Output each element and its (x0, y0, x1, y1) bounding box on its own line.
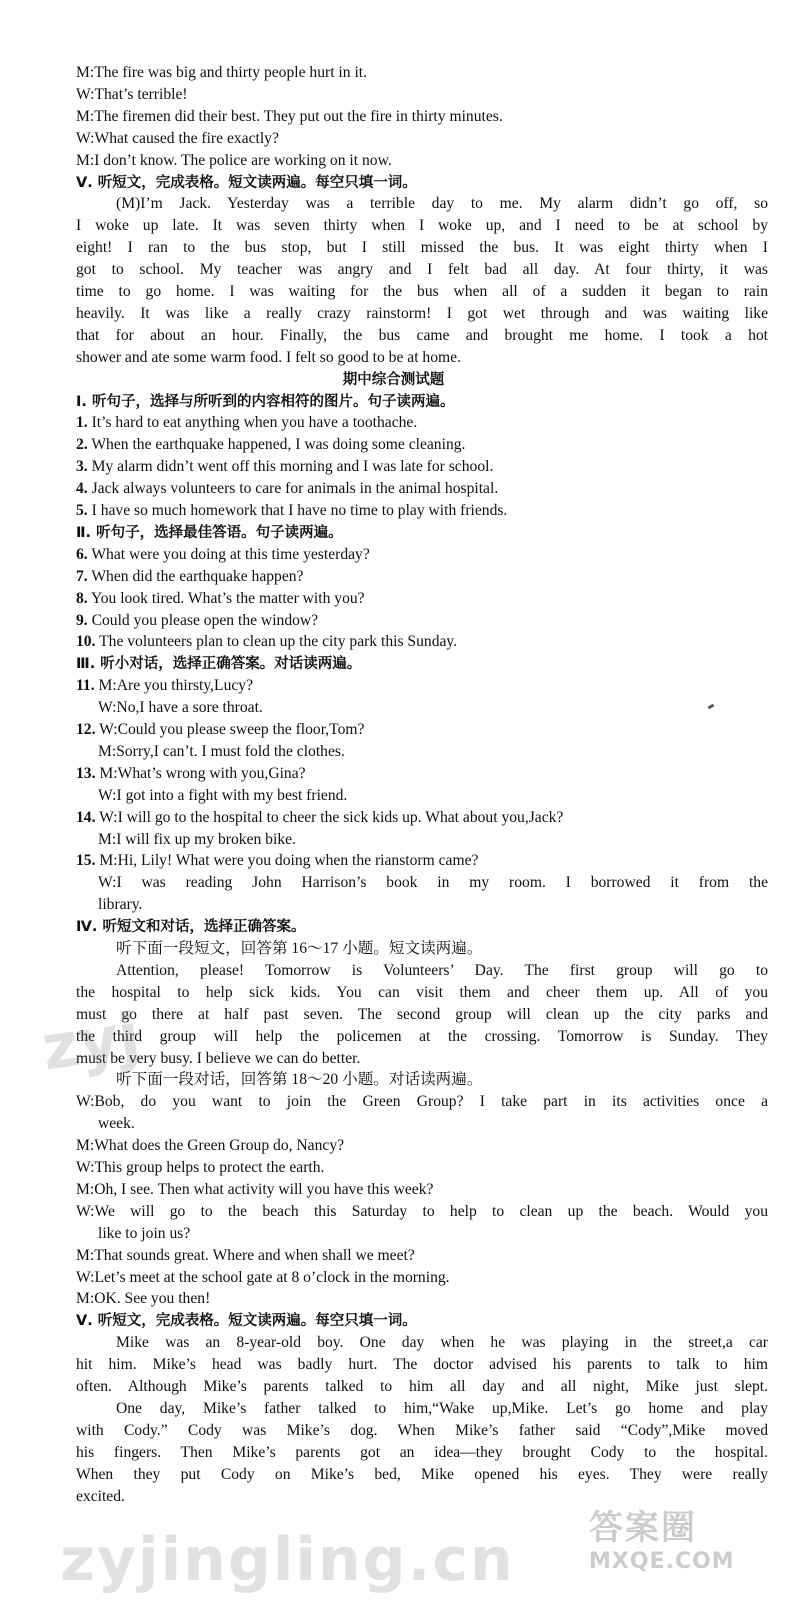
question-line (76, 719, 768, 741)
line-text: Jack always volunteers to care for animals in the animal hospital. (87, 480, 499, 498)
question-line (76, 456, 768, 478)
question-number: 14. (76, 808, 96, 826)
question-line (76, 588, 768, 610)
line-text: M:What does the Green Group do, Nancy? (76, 1137, 345, 1155)
watermark-logo (589, 1500, 769, 1580)
text-line (98, 741, 768, 763)
watermark-logo-url: MXQE.COM (589, 1549, 735, 1574)
line-text: What were you doing at this time yesterday? (87, 545, 370, 563)
text-line (116, 1069, 768, 1091)
section-heading (76, 916, 768, 938)
text-line (76, 1157, 768, 1179)
line-text: W:That’s terrible! (76, 85, 188, 103)
line-text: W:No,I have a sore throat. (98, 699, 263, 717)
line-text: 听下面一段短文，回答第 16～17 小题。短文读两遍。 (116, 940, 483, 957)
question-number: 4. (76, 480, 88, 498)
text-line (116, 938, 768, 960)
question-number: 13. (76, 764, 96, 782)
line-text: W:Could you please sweep the floor,Tom? (95, 721, 365, 738)
line-text: M:OK. See you then! (76, 1290, 211, 1308)
question-line (76, 478, 768, 500)
question-number: 11. (76, 677, 95, 695)
line-text: You look tired. What’s the matter with you? (87, 589, 365, 607)
line-text: the hospital to help sick kids. You can visit them and cheer them up. All of you (76, 983, 768, 1001)
line-text: W:I was reading John Harrison’s book in my room. I borrowed it from the (98, 874, 768, 892)
text-line (76, 1288, 768, 1310)
line-text: 期中综合测试题 (342, 371, 445, 388)
text-line (76, 237, 768, 259)
line-text: W:I got into a fight with my best friend. (98, 786, 348, 804)
section-title (0, 369, 787, 391)
question-line (76, 807, 768, 829)
watermark-logo-text: 答案圈 (589, 1508, 697, 1548)
line-text: I woke up late. It was seven thirty when I woke up, and I need to be at school by (76, 217, 768, 235)
text-line (76, 1048, 768, 1070)
line-text: When they put Cody on Mike’s bed, Mike opened his eyes. They were really (76, 1465, 768, 1483)
line-text: eight! I ran to the bus stop, but I still missed the bus. It was eight thirty when I (76, 239, 768, 257)
line-text: M:That sounds great. Where and when shall we meet? (76, 1246, 415, 1264)
text-line (116, 193, 768, 215)
question-number: 12. (76, 721, 96, 738)
text-line (76, 106, 768, 128)
text-line (76, 1354, 768, 1376)
text-line (76, 1267, 768, 1289)
line-text: M:I will fix up my broken bike. (98, 830, 296, 848)
line-text: like to join us? (98, 1224, 191, 1242)
question-number: 10. (76, 633, 96, 651)
line-text: Ⅴ. 听短文，完成表格。短文读两遍。每空只填一词。 (76, 1313, 417, 1330)
section-heading (76, 522, 768, 544)
line-text: Mike was an 8-year-old boy. One day when he was playing in the street,a car (116, 1334, 768, 1352)
line-text: Attention, please! Tomorrow is Volunteers’ Day. The first group will go to (116, 961, 768, 979)
watermark-mid: zyj (37, 998, 145, 1085)
question-line (76, 631, 768, 653)
line-text: Ⅴ. 听短文，完成表格。短文读两遍。每空只填一词。 (76, 174, 417, 191)
line-text: Could you please open the window? (87, 611, 319, 629)
line-text: hit him. Mike’s head was badly hurt. The doctor advised his parents to talk to him (76, 1356, 768, 1374)
line-text: must go there at half past seven. The second group will clean up the city parks and (76, 1005, 768, 1023)
line-text: M:Oh, I see. Then what activity will you have this week? (76, 1180, 434, 1198)
line-text: M:Sorry,I can’t. I must fold the clothes. (98, 742, 345, 760)
text-line (76, 1091, 768, 1113)
text-line (98, 829, 768, 851)
text-line (76, 982, 768, 1004)
text-line (116, 1398, 768, 1420)
line-text: Ⅰ. 听句子，选择与所听到的内容相符的图片。句子读两遍。 (76, 393, 455, 410)
text-line (76, 62, 768, 84)
line-text: library. (98, 896, 143, 914)
line-text: time to go home. I was waiting for the bus when all of a sudden it began to rain (76, 283, 768, 300)
line-text: W:We will go to the beach this Saturday to help to clean up the beach. Would you (76, 1202, 768, 1220)
line-text: 听下面一段对话，回答第 18～20 小题。对话读两遍。 (116, 1071, 483, 1089)
text-line (98, 785, 768, 807)
line-text: M:The firemen did their best. They put out the fire in thirty minutes. (76, 107, 503, 125)
text-line (76, 84, 768, 106)
question-number: 6. (76, 545, 88, 563)
question-number: 8. (76, 589, 88, 607)
text-line (76, 128, 768, 150)
question-number: 7. (76, 567, 88, 585)
line-text: got to school. My teacher was angry and I felt bad all day. At four thirty, it was (76, 261, 768, 279)
line-text: Ⅱ. 听句子，选择最佳答语。句子读两遍。 (76, 524, 343, 541)
text-line (98, 1113, 768, 1135)
line-text: My alarm didn’t went off this morning and I was late for school. (87, 458, 494, 476)
line-text: week. (98, 1115, 135, 1133)
text-line (76, 1201, 768, 1223)
section-heading (76, 391, 768, 413)
line-text: his fingers. Then Mike’s parents got an idea—they brought Cody to the hospital. (76, 1443, 768, 1461)
line-text: M:Hi, Lily! What were you doing when the rianstorm came? (95, 852, 479, 870)
line-text: M:The fire was big and thirty people hurt in it. (76, 64, 368, 81)
question-line (76, 566, 768, 588)
question-number: 1. (76, 414, 88, 432)
text-line (76, 1442, 768, 1464)
line-text: M:I don’t know. The police are working on it now. (76, 151, 392, 169)
text-line (98, 697, 768, 719)
line-text: W:I will go to the hospital to cheer the sick kids up. What about you,Jack? (95, 808, 564, 826)
question-line (76, 610, 768, 632)
line-text: Ⅲ. 听小对话，选择正确答案。对话读两遍。 (76, 656, 362, 673)
text-line (76, 215, 768, 237)
section-heading (76, 1310, 768, 1332)
question-number: 3. (76, 458, 88, 476)
question-number: 9. (76, 611, 88, 629)
line-text: It’s hard to eat anything when you have a toothache. (87, 414, 418, 432)
line-text: When the earthquake happened, I was doing some cleaning. (87, 436, 466, 454)
line-text: with Cody.” Cody was Mike’s dog. When Mike’s father said “Cody”,Mike moved (76, 1421, 768, 1439)
line-text: I have so much homework that I have no time to play with friends. (87, 502, 508, 519)
line-text: must be very busy. I believe we can do better. (76, 1049, 361, 1067)
line-text: the third group will help the policemen at the crossing. Tomorrow is Sunday. They (76, 1027, 768, 1045)
text-line (76, 347, 768, 369)
watermark-bottom: zyjingling.cn (60, 1525, 515, 1595)
text-line (116, 960, 768, 982)
line-text: The volunteers plan to clean up the city park this Sunday. (95, 633, 458, 651)
line-text: W:This group helps to protect the earth. (76, 1159, 325, 1176)
section-heading (76, 653, 768, 675)
question-line (76, 544, 768, 566)
question-line (76, 763, 768, 785)
line-text: that for about an hour. Finally, the bus came and brought me home. I took a hot (76, 326, 768, 344)
text-line (76, 259, 768, 281)
line-text: Ⅳ. 听短文和对话，选择正确答案。 (76, 919, 306, 936)
question-line (76, 500, 768, 522)
line-text: W:Let’s meet at the school gate at 8 o’clock in the morning. (76, 1268, 450, 1286)
text-line (76, 1004, 768, 1026)
text-line (98, 894, 768, 916)
text-line (76, 303, 768, 325)
text-line (76, 325, 768, 347)
text-line (98, 872, 768, 894)
line-text: M:What’s wrong with you,Gina? (95, 764, 306, 782)
question-number: 2. (76, 436, 88, 454)
text-line (76, 1026, 768, 1048)
text-line (76, 281, 768, 303)
question-line (76, 412, 768, 434)
question-line (76, 675, 768, 697)
line-text: W:What caused the fire exactly? (76, 129, 279, 147)
question-line (76, 850, 768, 872)
line-text: often. Although Mike’s parents talked to him all day and all night, Mike just slept. (76, 1378, 768, 1395)
text-line (76, 1179, 768, 1201)
question-line (76, 434, 768, 456)
text-line (76, 1420, 768, 1442)
line-text: (M)I’m Jack. Yesterday was a terrible day to me. My alarm didn’t go off, so (116, 195, 768, 213)
text-line (76, 1464, 768, 1486)
text-line (76, 1245, 768, 1267)
line-text: excited. (76, 1487, 125, 1505)
line-text: M:Are you thirsty,Lucy? (94, 677, 253, 695)
text-line (116, 1332, 768, 1354)
line-text: One day, Mike’s father talked to him,“Wake up,Mike. Let’s go home and play (116, 1399, 768, 1417)
line-text: When did the earthquake happen? (87, 567, 304, 585)
text-line (76, 1376, 768, 1398)
section-heading (76, 172, 768, 194)
question-number: 15. (76, 852, 96, 870)
line-text: heavily. It was like a really crazy rainstorm! I got wet through and was waiting like (76, 304, 768, 322)
text-line (76, 1135, 768, 1157)
text-line (98, 1223, 768, 1245)
text-line (76, 150, 768, 172)
question-number: 5. (76, 502, 88, 519)
line-text: W:Bob, do you want to join the Green Group? I take part in its activities once a (76, 1093, 768, 1111)
line-text: shower and ate some warm food. I felt so good to be at home. (76, 348, 461, 366)
